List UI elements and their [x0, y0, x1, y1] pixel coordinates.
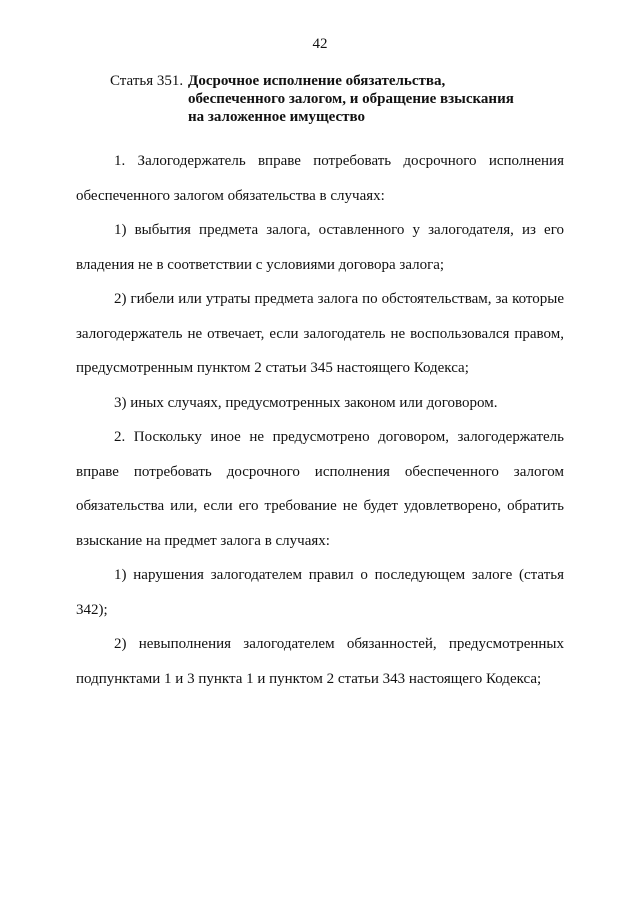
- paragraph-subclause-2-1: 1) нарушения залогодателем правил о последующем залоге (статья 342);: [76, 567, 564, 618]
- paragraph-clause-2: 2. Поскольку иное не предусмотрено договором, залогодержатель вправе потребовать досрочного исполнения обеспеченного залогом обязательства или, если его требование не будет удовлетворено, обратить взыскание на предмет залога в случаях:: [76, 429, 564, 549]
- paragraph-subclause-1-1: 1) выбытия предмета залога, оставленного у залогодателя, из его владения не в соответствии с условиями договора залога;: [76, 222, 564, 273]
- article-title: [188, 72, 580, 126]
- article-title-line: Досрочное исполнение обязательства,: [188, 73, 446, 89]
- paragraph-clause-1: 1. Залогодержатель вправе потребовать досрочного исполнения обеспеченного залогом обязательства в случаях:: [76, 153, 564, 204]
- article-heading: [110, 72, 580, 126]
- paragraph-subclause-1-2: 2) гибели или утраты предмета залога по обстоятельствам, за которые залогодержатель не отвечает, если залогодатель не воспользовался правом, предусмотренным пунктом 2 статьи 345 настоящего Кодекса;: [76, 291, 564, 376]
- paragraph-subclause-2-2: 2) невыполнения залогодателем обязанностей, предусмотренных подпунктами 1 и 3 пункта 1 и пунктом 2 статьи 343 настоящего Кодекса;: [76, 636, 564, 687]
- article-title-line: на заложенное имущество: [188, 109, 366, 125]
- article-body: [76, 144, 564, 696]
- article-number: Статья 351.: [110, 73, 184, 89]
- page-number: 42: [312, 36, 328, 52]
- paragraph-subclause-1-3: 3) иных случаях, предусмотренных законом или договором.: [114, 394, 498, 411]
- article-title-line: обеспеченного залогом, и обращение взыскания: [188, 91, 514, 107]
